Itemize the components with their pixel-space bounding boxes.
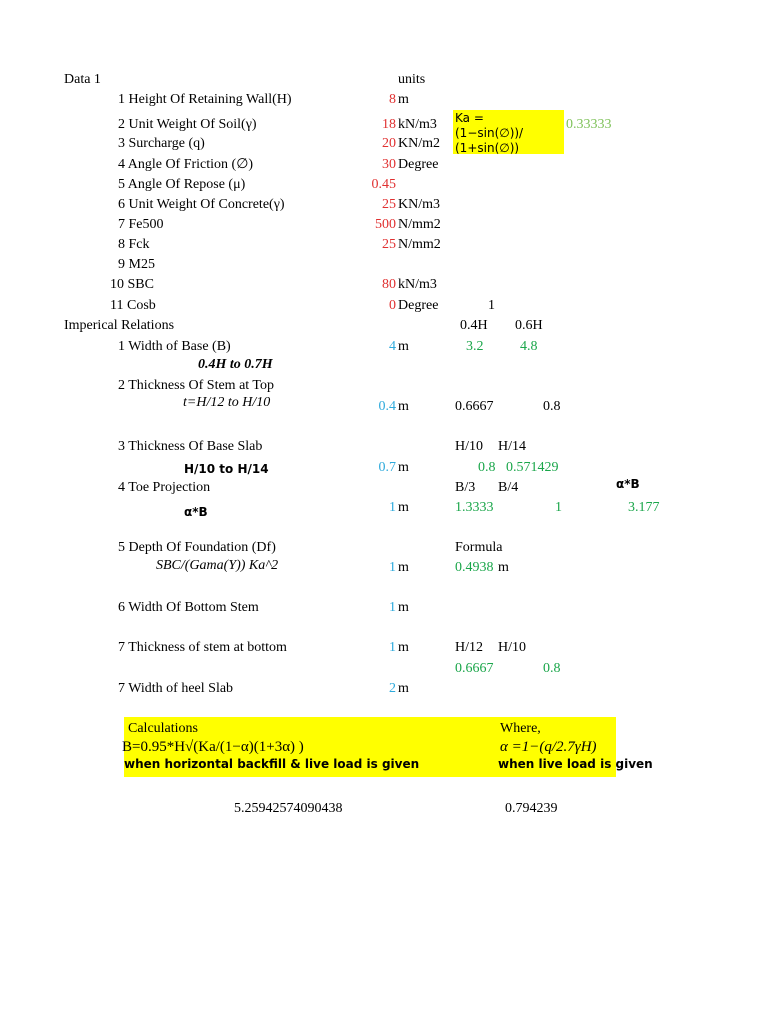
toe-h2: B/4 [498,480,519,495]
data-row-unit: KN/m3 [398,197,440,212]
depth-unit: m [398,560,409,575]
data-row-value: 500 [375,217,396,232]
data-row-label: 9 M25 [118,257,155,272]
stem-bottom-unit: m [398,640,409,655]
toe-h1: B/3 [455,480,476,495]
toe-c2: 1 [555,500,562,515]
data-row-unit: Degree [398,298,439,313]
data-row-value: 8 [389,92,396,107]
depth-h1: Formula [455,540,503,555]
data-row-label: 4 Angle Of Friction (∅) [118,157,254,172]
depth-label: 5 Depth Of Foundation (Df) [118,540,276,555]
result-b: 5.25942574090438 [234,801,343,816]
data-row-unit: kN/m3 [398,117,437,132]
base-slab-h1: H/10 [455,439,483,454]
stem-top-c1: 0.6667 [455,399,494,414]
note-b: when horizontal backfill & live load is given [124,757,420,771]
data-row-value: 0.45 [371,177,396,192]
data-row-label: 1 Height Of Retaining Wall(H) [118,92,292,107]
base-slab-c1: 0.8 [478,460,496,475]
toe-c1: 1.3333 [455,500,494,515]
data-row-label: 6 Unit Weight Of Concrete(γ) [118,197,285,212]
ka-formula-line3: (1+sin(∅)) [455,141,520,155]
depth-c1-unit: m [498,560,509,575]
stem-bottom-h1: H/12 [455,640,483,655]
stem-top-unit: m [398,399,409,414]
depth-c1: 0.4938 [455,560,494,575]
base-slab-label: 3 Thickness Of Base Slab [118,439,263,454]
data-row-label: 7 Fe500 [118,217,164,232]
bottom-stem-width-label: 6 Width Of Bottom Stem [118,600,259,615]
formula-alpha: α =1−(q/2.7γH) [500,739,597,755]
data-row-value: 0 [389,298,396,313]
data-row-label: 5 Angle Of Repose (μ) [118,177,246,192]
data-row-unit: N/mm2 [398,217,441,232]
ka-value: 0.33333 [566,117,612,132]
col-header-06h: 0.6H [515,318,543,333]
heel-value: 2 [389,681,396,696]
data-row-label: 10 SBC [110,277,154,292]
base-slab-c2: 0.571429 [506,460,559,475]
stem-bottom-value: 1 [389,640,396,655]
depth-value: 1 [389,560,396,575]
toe-c3: 3.177 [628,500,660,515]
section-title-empirical: Imperical Relations [64,318,175,333]
stem-bottom-c2: 0.8 [543,661,561,676]
bottom-stem-width-unit: m [398,600,409,615]
base-slab-value: 0.7 [378,460,396,475]
bottom-stem-width-value: 1 [389,600,396,615]
toe-label: 4 Toe Projection [118,480,211,495]
stem-top-label: 2 Thickness Of Stem at Top [118,378,274,393]
stem-top-c2: 0.8 [543,399,561,414]
toe-value: 1 [389,500,396,515]
stem-top-formula: t=H/12 to H/10 [183,395,271,410]
base-slab-h2: H/14 [498,439,526,454]
toe-unit: m [398,500,409,515]
ka-formula-line2: (1−sin(∅))/ [455,126,524,140]
units-header: units [398,72,426,87]
width-base-04h: 3.2 [466,339,484,354]
col-header-04h: 0.4H [460,318,488,333]
heel-label: 7 Width of heel Slab [118,681,234,696]
data-row-label: 2 Unit Weight Of Soil(γ) [118,117,257,132]
stem-bottom-c1: 0.6667 [455,661,494,676]
formula-b: B=0.95*H√(Ka/(1−α)(1+3α) ) [122,739,304,755]
data-row-value: 80 [382,277,396,292]
depth-formula: SBC/(Gama(Y)) Ka^2 [156,558,279,573]
data-row-label: 8 Fck [118,237,150,252]
heel-unit: m [398,681,409,696]
data-row-extra: 1 [488,298,495,313]
toe-h3: α*B [616,477,640,491]
stem-bottom-h2: H/10 [498,640,526,655]
result-alpha: 0.794239 [505,801,558,816]
data-row-value: 25 [382,237,396,252]
calculations-title: Calculations [128,721,198,736]
stem-bottom-label: 7 Thickness of stem at bottom [118,640,287,655]
stem-top-value: 0.4 [378,399,396,414]
width-base-unit: m [398,339,409,354]
ka-formula-line1: Ka = [455,111,484,125]
note-alpha: when live load is given [498,757,653,771]
data-row-label: 11 Cosb [110,298,156,313]
base-slab-formula: H/10 to H/14 [184,462,269,476]
base-slab-unit: m [398,460,409,475]
data-row-value: 25 [382,197,396,212]
data-row-value: 30 [382,157,396,172]
data-row-unit: Degree [398,157,439,172]
section-title-data: Data 1 [64,72,101,87]
data-row-unit: KN/m2 [398,136,440,151]
data-row-unit: N/mm2 [398,237,441,252]
width-base-value: 4 [389,339,396,354]
data-row-value: 20 [382,136,396,151]
width-base-06h: 4.8 [520,339,538,354]
where-label: Where, [500,721,541,736]
toe-formula: α*B [184,505,208,519]
width-base-label: 1 Width of Base (B) [118,339,231,354]
width-base-formula: 0.4H to 0.7H [198,357,273,372]
data-row-unit: m [398,92,409,107]
data-row-unit: kN/m3 [398,277,437,292]
data-row-value: 18 [382,117,396,132]
data-row-label: 3 Surcharge (q) [118,136,205,151]
